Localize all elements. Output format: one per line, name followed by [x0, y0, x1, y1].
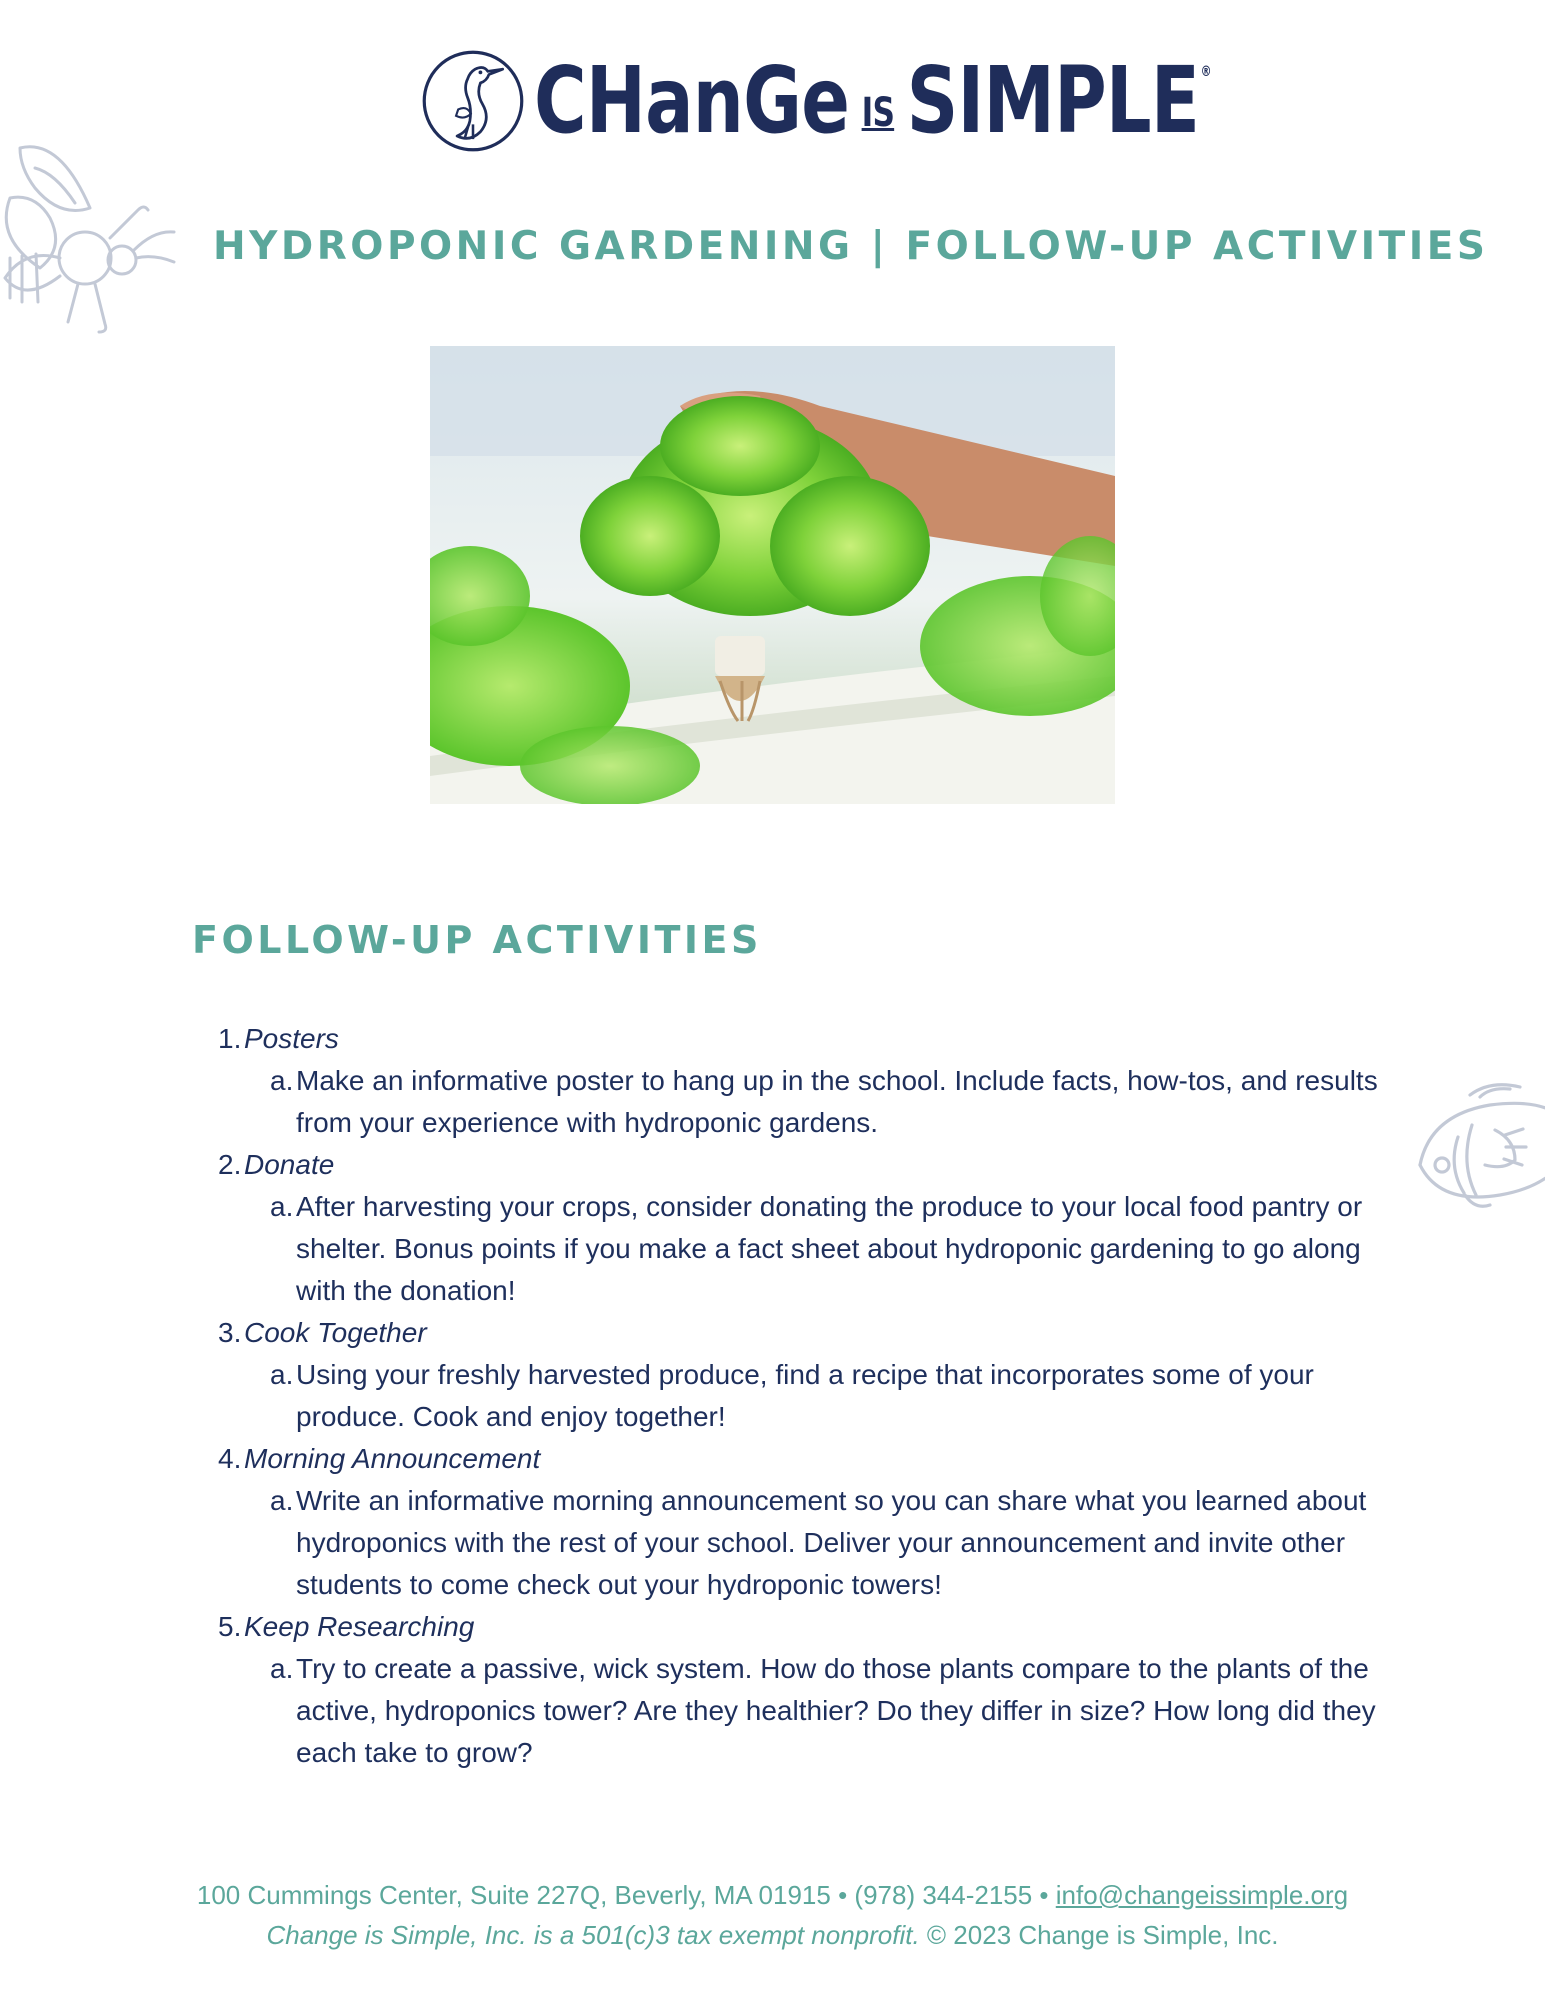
- activity-item: [0, 1018, 1545, 1144]
- activity-title: [0, 1144, 1545, 1186]
- logo-is: IS: [861, 90, 895, 136]
- heron-logo-icon: [420, 48, 526, 154]
- activity-number: 3.: [218, 1317, 242, 1348]
- logo-simple: SIMPLE: [906, 47, 1200, 154]
- detail-text: Make an informative poster to hang up in the school. Include facts, how-tos, and results from your experience with hydroponic gardens.: [296, 1065, 1378, 1138]
- activity-title: [0, 1438, 1545, 1480]
- footer-contact: [0, 1880, 1545, 1911]
- activity-detail: [0, 1060, 1416, 1144]
- activity-item: [0, 1144, 1545, 1312]
- lettuce-photo: [430, 346, 1115, 804]
- activity-title-text: Cook Together: [244, 1317, 427, 1348]
- header: [0, 48, 1545, 164]
- activity-title-text: Morning Announcement: [244, 1443, 541, 1474]
- footer-email-link[interactable]: info@changeissimple.org: [1055, 1880, 1349, 1910]
- activity-item: [0, 1438, 1545, 1606]
- detail-letter: a.: [270, 1485, 294, 1516]
- activity-number: 4.: [218, 1443, 242, 1474]
- section-heading: FOLLOW-UP ACTIVITIES: [192, 918, 762, 962]
- detail-text: After harvesting your crops, consider donating the produce to your local food pantry or shelter. Bonus points if you make a fact sheet about hydroponic gardening to go along with the donation!: [296, 1191, 1363, 1306]
- activity-detail: [0, 1480, 1416, 1606]
- logo-change: CHanGe: [534, 47, 850, 154]
- logo: [420, 48, 1402, 154]
- activity-detail: [0, 1354, 1416, 1438]
- document-title: HYDROPONIC GARDENING | FOLLOW-UP ACTIVITIES: [213, 224, 1489, 269]
- activity-item: [0, 1606, 1545, 1774]
- detail-text: Try to create a passive, wick system. How do those plants compare to the plants of the active, hydroponics tower? Are they healthier? Do they differ in size? How long did they each take to grow?: [296, 1653, 1376, 1768]
- activity-title-text: Posters: [244, 1023, 339, 1054]
- footer-copyright: © 2023 Change is Simple, Inc.: [919, 1920, 1279, 1950]
- activity-title-text: Keep Researching: [244, 1611, 475, 1642]
- activity-detail: [0, 1648, 1416, 1774]
- detail-letter: a.: [270, 1065, 294, 1096]
- activity-number: 2.: [218, 1149, 242, 1180]
- activity-item: [0, 1312, 1545, 1438]
- logo-registered: ®: [1200, 64, 1211, 80]
- activity-title: [0, 1312, 1545, 1354]
- activity-number: 5.: [218, 1611, 242, 1642]
- activities-list: [0, 1018, 1545, 1774]
- activity-title: [0, 1606, 1545, 1648]
- activity-title: [0, 1018, 1545, 1060]
- activity-title-text: Donate: [244, 1149, 335, 1180]
- detail-text: Using your freshly harvested produce, find a recipe that incorporates some of your produce. Cook and enjoy together!: [296, 1359, 1314, 1432]
- activity-detail: [0, 1186, 1416, 1312]
- footer-nonprofit: Change is Simple, Inc. is a 501(c)3 tax exempt nonprofit.: [266, 1920, 920, 1950]
- logo-wordmark: [534, 47, 1211, 154]
- footer-legal: [0, 1920, 1545, 1951]
- footer-address: 100 Cummings Center, Suite 227Q, Beverly, MA 01915 • (978) 344-2155 •: [196, 1880, 1056, 1910]
- detail-text: Write an informative morning announcement so you can share what you learned about hydroponics with the rest of your school. Deliver your announcement and invite other students to come check out your hydroponic towers!: [296, 1485, 1367, 1600]
- detail-letter: a.: [270, 1359, 294, 1390]
- detail-letter: a.: [270, 1653, 294, 1684]
- bee-icon: [0, 138, 180, 338]
- activity-number: 1.: [218, 1023, 242, 1054]
- fish-icon: [1410, 1075, 1545, 1215]
- detail-letter: a.: [270, 1191, 294, 1222]
